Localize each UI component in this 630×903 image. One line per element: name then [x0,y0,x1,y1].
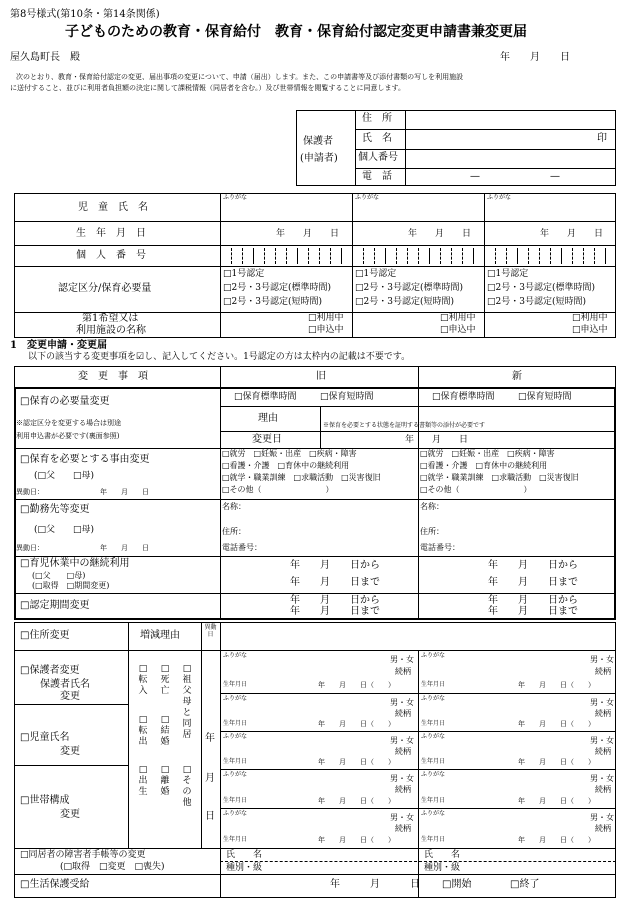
relation-field[interactable]: 続柄 [595,667,611,676]
childcare-parent[interactable]: (□父 □母) [32,571,86,580]
change-day-field[interactable]: 年 月 日 [100,544,149,552]
reason-death[interactable]: □死亡 [160,664,170,696]
parent-check[interactable]: (□父 □母) [34,525,95,535]
dob-field[interactable]: 年 月 日（ ） [518,720,595,728]
furigana: ふりがな [421,695,446,702]
in-use-check[interactable]: □利用中 [308,313,344,323]
form-number: 第8号様式(第10条・第14条関係) [10,9,160,20]
furigana: ふりがな [487,194,512,201]
need-change-check[interactable]: □保育の必要量変更 [20,396,110,407]
dis-kind-label: 種別・級 [226,863,263,873]
intro-text: 次のとおり、教育・保育給付認定の変更、届出事項の変更について、申請（届出）します。また、この申請書等及び添付書類の写しを利用施設 [16,73,464,81]
cert-option[interactable]: □1号認定 [355,269,397,279]
household-change-check[interactable]: □世帯構成 [20,795,70,806]
dis-kind-label: 種別・級 [424,863,461,873]
reason-options[interactable]: □看護・介護 □育休中の継続利用 [222,461,350,470]
dob-label: 生年月日 [421,797,446,804]
phone-label: 電 話 [362,171,392,182]
sex-field[interactable]: 男・女 [590,655,614,664]
dis-name-label: 氏 名 [424,850,461,860]
sex-field[interactable]: 男・女 [390,698,414,707]
cert-option[interactable]: □1号認定 [223,269,265,279]
dob-label: 生 年 月 日 [76,228,146,239]
sex-field[interactable]: 男・女 [390,774,414,783]
reason-move-in[interactable]: □転入 [138,664,148,696]
reason-note: ※保育を必要とする状態を証明する書類等の添付が必要です [323,422,486,429]
reason-options[interactable]: □就労 □妊娠・出産 □疾病・障害 [222,449,357,458]
cert-option[interactable]: □2号・3号認定(短時間) [223,297,322,307]
inc-dec-label: 増減理由 [140,630,180,641]
change-day-label: 異動日： [16,488,44,496]
dob-label: 生年月日 [421,720,446,727]
relation-field[interactable]: 続柄 [395,667,411,676]
disability-sub[interactable]: (□取得 □変更 □喪失) [60,862,165,872]
short-time-check[interactable]: □保育短時間 [320,392,374,402]
need-note: 利用申込書が必要です(裏面参照) [16,432,120,440]
sex-field[interactable]: 男・女 [390,736,414,745]
phone-dash: — [550,171,560,182]
dob-field[interactable]: 年 月 日（ ） [318,720,395,728]
guardian-label: 保護者 [303,136,333,147]
from-date[interactable]: 年 月 日から [290,595,380,606]
relation-field[interactable]: 続柄 [395,709,411,718]
workplace-address[interactable]: 住所： [420,527,444,536]
cert-label: 認定区分/保育必要量 [58,283,152,294]
workplace-name[interactable]: 名称： [222,502,246,511]
intro-text: に送付すること、並びに利用者負担額の決定に関して課税情報（同居者を含む。）及び世帯情報を閲覧することに同意します。 [10,84,405,92]
guardian-label: (申請者) [300,153,338,164]
short-time-check[interactable]: □保育短時間 [518,392,572,402]
welfare-end-check[interactable]: □終了 [510,879,540,890]
from-date[interactable]: 年 月 日から [488,595,578,606]
welfare-start-check[interactable]: □開始 [442,879,472,890]
workplace-address[interactable]: 住所： [222,527,246,536]
dob-field[interactable]: 年 月 日（ ） [518,758,595,766]
cert-option[interactable]: □2号・3号認定(標準時間) [355,283,463,293]
relation-field[interactable]: 続柄 [595,785,611,794]
dob-label: 生年月日 [223,681,248,688]
section-heading: 1 変更申請・変更届 [10,340,107,351]
relation-field[interactable]: 続柄 [395,747,411,756]
from-date[interactable]: 年 月 日から [290,560,380,571]
relation-field[interactable]: 続柄 [595,824,611,833]
cert-option[interactable]: □2号・3号認定(標準時間) [223,283,331,293]
household-change-label: 変更 [60,809,80,820]
furigana: ふりがな [223,771,248,778]
relation-field[interactable]: 続柄 [595,709,611,718]
child-name-change-label: 変更 [60,746,80,757]
year-label: 年 [205,733,215,744]
until-date[interactable]: 年 月 日まで [290,577,380,588]
workplace-name[interactable]: 名称： [420,502,444,511]
reason-divorce[interactable]: □離婚 [160,765,170,797]
facility-label: 利用施設の名称 [76,325,146,336]
submission-date[interactable]: 年 月 日 [500,52,570,63]
child-personal-no-label: 個 人 番 号 [76,250,146,261]
reason-move-out[interactable]: □転出 [138,715,148,747]
facility-label: 第1希望又は [82,313,139,324]
dob-field[interactable]: 年 月 日 [408,229,472,239]
reason-options[interactable]: □就労 □妊娠・出産 □疾病・障害 [420,449,555,458]
sex-field[interactable]: 男・女 [590,774,614,783]
furigana: ふりがな [355,194,380,201]
address-label: 住 所 [362,113,392,124]
disability-change-check[interactable]: □同居者の障害者手帳等の変更 [20,850,146,860]
furigana: ふりがな [421,652,446,659]
furigana: ふりがな [421,771,446,778]
reason-options[interactable]: □就学・職業訓練 □求職活動 □災害復旧 [222,473,381,482]
dob-field[interactable]: 年 月 日（ ） [318,836,395,844]
applying-check[interactable]: □申込中 [572,325,608,335]
workplace-phone[interactable]: 電話番号： [222,543,262,552]
phone-dash: — [470,171,480,182]
sex-field[interactable]: 男・女 [590,736,614,745]
dob-field[interactable]: 年 月 日 [540,229,604,239]
furigana: ふりがな [223,810,248,817]
guardian-box [296,110,616,186]
from-date[interactable]: 年 月 日から [488,560,578,571]
cert-option[interactable]: □2号・3号認定(標準時間) [487,283,595,293]
period-change-check[interactable]: □認定期間変更 [20,600,90,611]
applying-check[interactable]: □申込中 [440,325,476,335]
furigana: ふりがな [223,695,248,702]
sex-field[interactable]: 男・女 [590,813,614,822]
change-date-label: 変更日 [252,434,282,445]
child-name-change-check[interactable]: □児童氏名 [20,732,70,743]
cert-option[interactable]: □2号・3号認定(短時間) [487,297,586,307]
dob-label: 生年月日 [421,836,446,843]
until-date[interactable]: 年 月 日まで [488,577,578,588]
dob-label: 生年月日 [223,758,248,765]
until-date[interactable]: 年 月 日まで [290,606,380,617]
cert-option[interactable]: □1号認定 [487,269,529,279]
sex-field[interactable]: 男・女 [390,813,414,822]
guardian-change-check[interactable]: □保護者変更 [20,665,80,676]
guardian-change-label: 保護者氏名 [40,679,90,690]
address-change-check[interactable]: □住所変更 [20,630,70,641]
furigana: ふりがな [421,810,446,817]
std-time-check[interactable]: □保育標準時間 [234,392,297,402]
reason-marriage[interactable]: □結婚 [160,715,170,747]
dob-field[interactable]: 年 月 日（ ） [318,681,395,689]
workplace-phone[interactable]: 電話番号： [420,543,460,552]
dob-label: 生年月日 [223,720,248,727]
reason-birth[interactable]: □出生 [138,765,148,797]
dob-field[interactable]: 年 月 日（ ） [518,797,595,805]
in-use-check[interactable]: □利用中 [572,313,608,323]
change-day-label: 異動日： [16,544,44,552]
addressee: 屋久島町長 殿 [10,52,80,63]
welfare-date[interactable]: 年 月 日 [330,879,420,890]
reason-options[interactable]: □その他（ ） [420,485,532,494]
col-item: 変 更 事 項 [78,371,148,382]
col-old: 旧 [316,371,326,382]
move-day-label: 異動日 [204,624,217,638]
dob-label: 生年月日 [223,797,248,804]
dob-label: 生年月日 [223,836,248,843]
in-use-check[interactable]: □利用中 [440,313,476,323]
col-new: 新 [512,371,522,382]
childcare-leave-check[interactable]: □育児休業中の継続利用 [20,558,130,569]
welfare-check[interactable]: □生活保護受給 [20,879,90,890]
work-change-check[interactable]: □勤務先等変更 [20,504,90,515]
dob-label: 生年月日 [421,681,446,688]
day-label: 日 [205,811,215,822]
std-time-check[interactable]: □保育標準時間 [432,392,495,402]
reason-options[interactable]: □看護・介護 □育休中の継続利用 [420,461,548,470]
cert-option[interactable]: □2号・3号認定(短時間) [355,297,454,307]
relation-field[interactable]: 続柄 [395,824,411,833]
furigana: ふりがな [223,733,248,740]
applying-check[interactable]: □申込中 [308,325,344,335]
reason-options[interactable]: □就学・職業訓練 □求職活動 □災害復旧 [420,473,579,482]
reason-options[interactable]: □その他（ ） [222,485,334,494]
dob-field[interactable]: 年 月 日 [276,229,340,239]
seal-mark: 印 [597,133,607,144]
dis-name-label: 氏 名 [226,850,263,860]
dob-field[interactable]: 年 月 日（ ） [518,681,595,689]
dob-label: 生年月日 [421,758,446,765]
childcare-type[interactable]: (□取得 □期間変更) [32,581,110,590]
furigana: ふりがな [223,194,248,201]
dob-field[interactable]: 年 月 日（ ） [318,797,395,805]
sex-field[interactable]: 男・女 [590,698,614,707]
relation-field[interactable]: 続柄 [595,747,611,756]
furigana: ふりがな [421,733,446,740]
reason-grandparent[interactable]: □祖父母と同居 [182,664,192,740]
change-day-field[interactable]: 年 月 日 [100,488,149,496]
reason-other[interactable]: □その他 [182,765,192,808]
section-note: 以下の該当する変更事項を☑し、記入してください。1号認定の方は太枠内の記載は不要です。 [28,352,411,362]
need-note: ※認定区分を変更する場合は別途 [16,419,121,427]
sex-field[interactable]: 男・女 [390,655,414,664]
change-date-field[interactable]: 年 月 日 [405,435,469,445]
child-name-label: 児 童 氏 名 [78,202,148,213]
name-label: 氏 名 [362,133,392,144]
relation-field[interactable]: 続柄 [395,785,411,794]
month-label: 月 [205,773,215,784]
form-title: 子どものための教育・保育給付 教育・保育給付認定変更申請書兼変更届 [65,24,527,40]
personal-no-label: 個人番号 [358,152,398,163]
reason-label: 理由 [258,413,278,424]
reason-change-check[interactable]: □保育を必要とする事由変更 [20,454,150,465]
guardian-change-label: 変更 [60,691,80,702]
until-date[interactable]: 年 月 日まで [488,606,578,617]
dob-field[interactable]: 年 月 日（ ） [318,758,395,766]
furigana: ふりがな [223,652,248,659]
parent-check[interactable]: (□父 □母) [34,471,95,481]
dob-field[interactable]: 年 月 日（ ） [518,836,595,844]
